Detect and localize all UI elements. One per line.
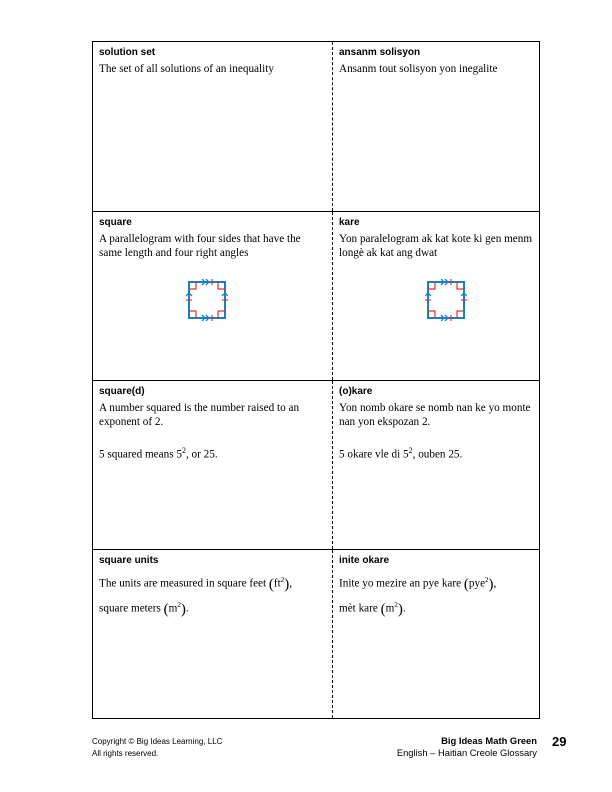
creole-cell	[333, 42, 540, 211]
glossary-row-solution-set	[93, 42, 539, 212]
english-term: square(d)	[99, 386, 145, 397]
english-cell	[93, 381, 333, 549]
english-definition-line-2: square meters $(m^2)$.	[99, 600, 189, 618]
english-definition: A parallelogram with four sides that have the same length and four right angles	[99, 233, 301, 259]
glossary-row-square	[93, 212, 539, 381]
glossary-title: English – Haitian Creole Glossary	[396, 747, 537, 758]
book-title: Big Ideas Math Green	[441, 735, 537, 746]
creole-cell	[333, 550, 540, 718]
glossary-table	[92, 41, 540, 719]
footer-copyright	[92, 736, 222, 760]
footer-book-info	[397, 735, 537, 759]
creole-definition: Yon nomb okare se nomb nan ke yo monte nan yon ekspozan 2.	[339, 402, 531, 428]
glossary-row-square-units	[93, 550, 539, 718]
copyright-text: Copyright © Big Ideas Learning, LLC	[92, 737, 223, 746]
creole-definition-line-1: Inite yo mezire an pye kare (pye$^2$),	[339, 576, 497, 593]
rights-text: All rights reserved.	[92, 749, 159, 758]
english-example: 5 squared means $5^2$, or 25.	[99, 446, 218, 461]
glossary-row-squared	[93, 381, 539, 550]
creole-term: kare	[339, 217, 360, 228]
english-term: solution set	[99, 47, 156, 58]
creole-term: ansanm solisyon	[339, 47, 421, 58]
creole-definition: Yon paralelogram ak kat kote ki gen menm longè ak kat ang dwat	[339, 233, 533, 259]
creole-term: (o)kare	[339, 386, 373, 397]
english-cell	[93, 550, 333, 718]
english-definition: A number squared is the number raised to an exponent of 2.	[99, 402, 300, 428]
english-cell	[93, 42, 333, 211]
creole-term: inite okare	[339, 555, 390, 566]
english-term: square units	[99, 555, 159, 566]
creole-cell	[333, 212, 540, 380]
creole-cell	[333, 381, 540, 549]
square-figure-icon	[425, 279, 467, 321]
english-cell	[93, 212, 333, 380]
english-term: square	[99, 217, 132, 228]
square-figure-icon	[186, 279, 228, 321]
page-number: 29	[552, 734, 567, 749]
creole-definition-line-2: mèt kare $(m^2)$.	[339, 600, 406, 618]
creole-example: 5 okare vle di $5^2$, ouben 25.	[339, 446, 463, 461]
creole-definition: Ansanm tout solisyon yon inegalite	[339, 63, 498, 75]
english-definition-line-1: The units are measured in square feet $(ft^2)$,	[99, 576, 293, 593]
english-definition: The set of all solutions of an inequality	[99, 63, 274, 75]
